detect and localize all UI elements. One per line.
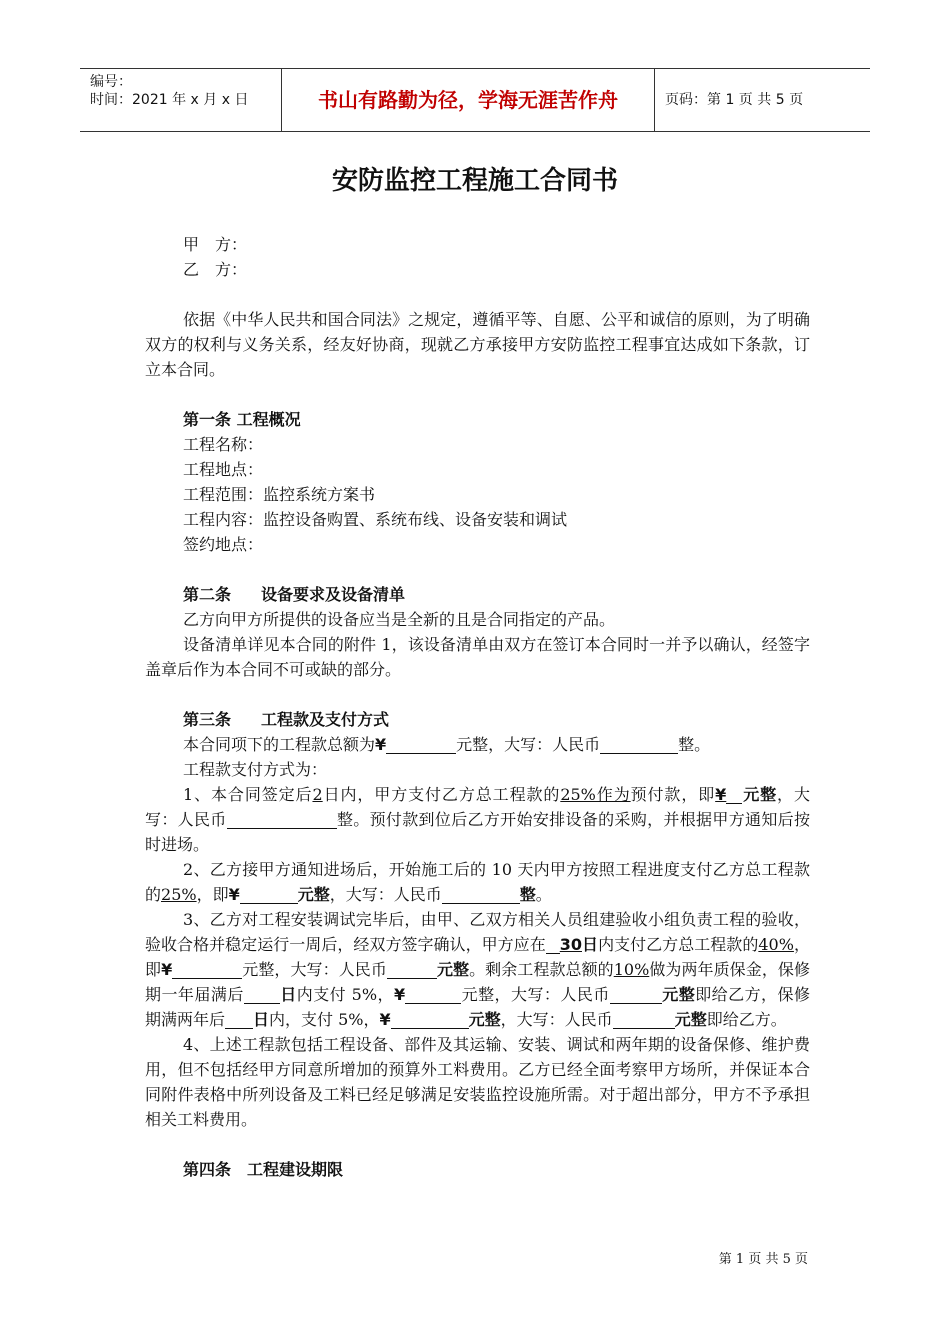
payment-item-3-days-blank-2 [244,985,280,1004]
payment-item-1-text-c: 预付款，即 [630,785,716,804]
doc-time-label: 时间：2021 年 x 月 x 日 [90,92,249,108]
payment-item-3-text-g: 做为两年质保金，保修期一年届满后 [145,960,810,1004]
payment-item-3-text-n: 内，支付 5%， [269,1010,380,1029]
payment-method-line: 工程款支付方式为： [183,760,328,779]
party-b-line: 乙 方： [183,260,248,279]
payment-item-3-text-r: 即给乙方。 [706,1010,787,1029]
payment-item-3-day-unit: 日 [582,935,599,954]
page-footer: 第 1 页 共 5 页 [718,1252,808,1267]
payment-item-3-text-q: 元整 [674,1010,707,1029]
article-2-para-2: 设备清单详见本合同的附件 1，该设备清单由双方在签订本合同时一并予以确认，经签字盖章后作为本合同不可或缺的部分。 [145,635,810,679]
payment-item-3-text-k: 元整 [661,985,696,1004]
article-2-heading [145,582,810,607]
payment-item-3-text-l: 即给乙方，保修期满两年后 [145,985,810,1029]
payment-item-3-percent-2: 10% [613,960,650,979]
article-2-title: 设备要求及设备清单 [261,585,406,604]
payment-item-2-amount-blank [240,885,298,904]
article-1-heading: 第一条 工程概况 [183,410,301,429]
payment-item-3-text-m: 日 [253,1010,270,1029]
payment-item-3-days-blank-3 [225,1010,253,1029]
payment-item-3-text-j: 元整，大写：人民币 [461,985,610,1004]
payment-item-3-text-a: 3、乙方对工程安装调试完毕后，由甲、乙双方相关人员组建验收小组负责工程的验收，验收合格并稳定运行一周后，经双方签字确认，甲方应在 [145,910,810,954]
payment-item-3-percent: 40% [758,935,794,954]
payment-item-3-text-e: 元整 [436,960,470,979]
payment-item-1-percent: 25%作为 [560,785,631,804]
payment-item-2-text-f: 。 [535,885,552,904]
payment-item-3-text-p: ，大写：人民币 [500,1010,613,1029]
payment-item-1-amount-blank [726,785,742,804]
payment-item-3-text-c: ，即 [145,935,810,979]
total-amount-text-2: 元整，大写：人民币 [456,735,601,754]
payment-item-1-text-a: 1、本合同签定后 [183,785,313,804]
article-4-heading [145,1157,810,1182]
total-amount-words-blank [600,735,678,754]
yen-symbol: ¥ [161,960,173,979]
intro-paragraph: 依据《中华人民共和国合同法》之规定，遵循平等、自愿、公平和诚信的原则，为了明确双方的权利与义务关系，经友好协商，现就乙方承接甲方安防监控工程事宜达成如下条款，订立本合同。 [145,310,810,379]
document-body [145,232,810,1182]
yen-symbol: ¥ [379,1010,391,1029]
payment-item-1 [145,782,810,857]
yen-symbol: ¥ [715,785,727,804]
project-location-field: 工程地点： [183,460,264,479]
party-a-line: 甲 方： [183,235,248,254]
article-2-number: 第二条 [183,585,232,604]
payment-item-1-text-b: 日内，甲方支付乙方总工程款的 [322,785,561,804]
payment-item-3-text-h: 日 [279,985,297,1004]
yen-symbol: ¥ [375,735,387,754]
total-amount-line [145,732,810,757]
header-motto: 书山有路勤为径，学海无涯苦作舟 [282,69,655,131]
payment-item-2-text-d: ，大写：人民币 [329,885,442,904]
page-header [80,68,870,132]
payment-item-3-text-f: 。剩余工程款总额的 [469,960,614,979]
article-4-number: 第四条 [183,1160,232,1179]
article-4-title: 工程建设期限 [247,1160,344,1179]
sign-place-field: 签约地点： [183,535,264,554]
project-content-field: 工程内容：监控设备购置、系统布线、设备安装和调试 [183,510,568,529]
article-3-number: 第三条 [183,710,232,729]
article-3-heading [145,707,810,732]
payment-item-3-amount-blank-3 [391,1010,469,1029]
payment-item-1-days: 2 [312,785,323,804]
payment-item-3-text-b: 内支付乙方总工程款的 [598,935,759,954]
payment-item-3-text-d: 元整，大写：人民币 [242,960,387,979]
payment-item-3-days-pad [546,935,560,954]
payment-item-3-text-i: 内支付 5%， [296,985,394,1004]
payment-item-3-amount-blank [172,960,242,979]
payment-item-3-words-blank [387,960,437,979]
total-amount-text-3: 整。 [678,735,711,754]
article-2-para-1: 乙方向甲方所提供的设备应当是全新的且是合同指定的产品。 [183,610,616,629]
payment-item-2-text-e: 整 [519,885,536,904]
payment-item-1-text-d: 元整 [742,785,778,804]
total-amount-text: 本合同项下的工程款总额为 [183,735,376,754]
payment-item-3-amount-blank-2 [405,985,461,1004]
payment-item-1-text-f: 整。预付款到位后乙方开始安排设备的采购，并根据甲方通知后按时进场。 [145,810,810,854]
yen-symbol: ¥ [228,885,240,904]
payment-item-3-words-blank-2 [610,985,662,1004]
payment-item-2-words-blank [442,885,520,904]
payment-item-2-text-c: 元整 [297,885,330,904]
payment-item-3-text-o: 元整 [468,1010,501,1029]
project-scope-field: 工程范围：监控系统方案书 [183,485,376,504]
project-name-field: 工程名称： [183,435,264,454]
payment-item-2-percent: 25% [161,885,197,904]
payment-item-3 [145,907,810,1032]
payment-item-2-text-b: ，即 [196,885,229,904]
payment-item-3-words-blank-3 [613,1010,675,1029]
doc-number-label: 编号： [90,74,132,90]
payment-item-4: 4、上述工程款包括工程设备、部件及其运输、安装、调试和两年期的设备保修、维护费用，但不包括经甲方同意所增加的预算外工料费用。乙方已经全面考察甲方场所，并保证本合同附件表格中所列设备及工料已经足够满足安装监控设施所需。对于超出部分，甲方不予承担相关工料费用。 [145,1035,810,1129]
payment-item-1-text-e: ，大写：人民币 [145,785,810,829]
document-title: 安防监控工程施工合同书 [331,166,618,196]
total-amount-blank [386,735,456,754]
yen-symbol: ¥ [394,985,406,1004]
header-page-info: 页码：第 1 页 共 5 页 [665,92,804,108]
payment-item-1-words-blank [227,810,337,829]
payment-item-3-days: 30 [559,935,582,954]
payment-item-2 [145,857,810,907]
payment-item-2-text-a: 2、乙方接甲方通知进场后，开始施工后的 10 天内甲方按照工程进度支付乙方总工程款的 [145,860,810,904]
article-3-title: 工程款及支付方式 [261,710,390,729]
header-meta [80,69,282,131]
